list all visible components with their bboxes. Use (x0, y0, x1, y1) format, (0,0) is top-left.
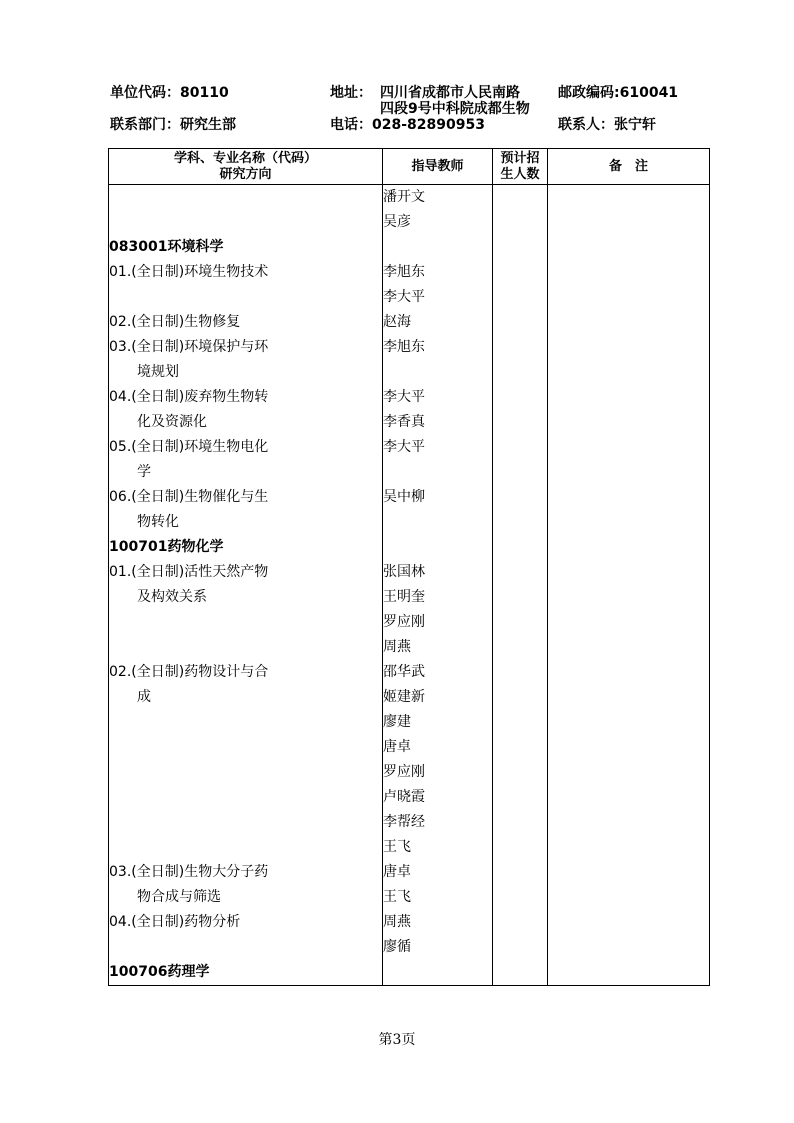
enrollment-cell (493, 810, 548, 835)
direction-cell: 境规划 (109, 360, 383, 385)
table-row (109, 285, 710, 310)
enrollment-cell (493, 410, 548, 435)
enrollment-cell (493, 710, 548, 735)
enrollment-cell (493, 835, 548, 860)
enrollment-cell (493, 460, 548, 485)
table-row (109, 410, 710, 435)
direction-cell: 成 (109, 685, 383, 710)
direction-cell: 物转化 (109, 510, 383, 535)
advisor-cell (383, 360, 493, 385)
advisor-cell: 王飞 (383, 835, 493, 860)
direction-cell: 物合成与筛选 (109, 885, 383, 910)
direction-cell: 01.(全日制)活性天然产物 (109, 560, 383, 585)
enrollment-cell (493, 335, 548, 360)
table-row (109, 360, 710, 385)
remarks-cell (548, 885, 710, 910)
advisor-cell: 赵海 (383, 310, 493, 335)
direction-cell: 05.(全日制)环境生物电化 (109, 435, 383, 460)
remarks-cell (548, 485, 710, 510)
advisor-cell: 罗应刚 (383, 610, 493, 635)
advisor-cell: 潘开文 (383, 185, 493, 211)
remarks-cell (548, 810, 710, 835)
enrollment-cell (493, 385, 548, 410)
advisor-cell (383, 535, 493, 560)
table-row (109, 785, 710, 810)
enrollment-cell (493, 260, 548, 285)
table-row (109, 335, 710, 360)
table-row (109, 210, 710, 235)
advisor-cell: 李旭东 (383, 260, 493, 285)
enrollment-cell (493, 535, 548, 560)
advisor-cell: 周燕 (383, 910, 493, 935)
direction-cell (109, 735, 383, 760)
table-row (109, 485, 710, 510)
enrollment-cell (493, 235, 548, 260)
enrollment-cell (493, 285, 548, 310)
enrollment-cell (493, 960, 548, 986)
remarks-cell (548, 735, 710, 760)
direction-cell: 03.(全日制)生物大分子药 (109, 860, 383, 885)
header-enrollment (493, 149, 548, 185)
remarks-cell (548, 410, 710, 435)
table-row (109, 185, 710, 211)
remarks-cell (548, 310, 710, 335)
remarks-cell (548, 285, 710, 310)
header-remarks: 备 注 (548, 149, 710, 185)
enrollment-cell (493, 585, 548, 610)
direction-cell: 02.(全日制)生物修复 (109, 310, 383, 335)
advisor-cell: 王飞 (383, 885, 493, 910)
remarks-cell (548, 385, 710, 410)
advisor-cell: 吴彦 (383, 210, 493, 235)
enrollment-cell (493, 935, 548, 960)
enrollment-cell (493, 860, 548, 885)
remarks-cell (548, 535, 710, 560)
enrollment-cell (493, 360, 548, 385)
table-row (109, 685, 710, 710)
advisor-cell (383, 960, 493, 986)
direction-cell: 03.(全日制)环境保护与环 (109, 335, 383, 360)
table-row (109, 710, 710, 735)
table-header-row (109, 149, 710, 185)
direction-cell: 06.(全日制)生物催化与生 (109, 485, 383, 510)
table-row (109, 310, 710, 335)
address-label: 地址： (330, 85, 372, 101)
header-enrollment-line2: 生人数 (500, 166, 540, 182)
direction-cell (109, 810, 383, 835)
table-row (109, 760, 710, 785)
advisor-cell: 李香真 (383, 410, 493, 435)
enrollment-cell (493, 910, 548, 935)
table-row (109, 385, 710, 410)
remarks-cell (548, 960, 710, 986)
table-row (109, 610, 710, 635)
remarks-cell (548, 935, 710, 960)
direction-cell (109, 760, 383, 785)
enrollment-cell (493, 435, 548, 460)
direction-cell (109, 710, 383, 735)
direction-cell: 化及资源化 (109, 410, 383, 435)
enrollment-cell (493, 185, 548, 211)
advisor-cell: 李大平 (383, 385, 493, 410)
remarks-cell (548, 560, 710, 585)
advisor-cell: 张国林 (383, 560, 493, 585)
enrollment-cell (493, 210, 548, 235)
contact-person: 联系人：张宁轩 (558, 117, 656, 133)
table-body (109, 185, 710, 986)
remarks-cell (548, 435, 710, 460)
remarks-cell (548, 835, 710, 860)
table-row (109, 560, 710, 585)
remarks-cell (548, 360, 710, 385)
advisor-cell: 李旭东 (383, 335, 493, 360)
direction-cell (109, 610, 383, 635)
remarks-cell (548, 610, 710, 635)
direction-cell: 01.(全日制)环境生物技术 (109, 260, 383, 285)
table-row (109, 635, 710, 660)
advisor-cell: 周燕 (383, 635, 493, 660)
table-row (109, 860, 710, 885)
advisor-cell: 廖循 (383, 935, 493, 960)
remarks-cell (548, 760, 710, 785)
advisor-cell: 廖建 (383, 710, 493, 735)
advisor-cell: 邵华武 (383, 660, 493, 685)
direction-cell (109, 635, 383, 660)
advisor-cell (383, 510, 493, 535)
header-enrollment-line1: 预计招 (500, 150, 540, 166)
advisor-cell: 李帮经 (383, 810, 493, 835)
direction-cell: 04.(全日制)废弃物生物转 (109, 385, 383, 410)
enrollment-cell (493, 310, 548, 335)
direction-cell: 及构效关系 (109, 585, 383, 610)
advisor-cell: 姬建新 (383, 685, 493, 710)
advisor-cell: 李大平 (383, 285, 493, 310)
postal-code: 邮政编码:610041 (558, 85, 679, 101)
table-row (109, 460, 710, 485)
enrollment-cell (493, 560, 548, 585)
advisor-cell (383, 460, 493, 485)
direction-cell: 02.(全日制)药物设计与合 (109, 660, 383, 685)
remarks-cell (548, 460, 710, 485)
unit-code: 单位代码：80110 (110, 85, 229, 101)
table-row (109, 810, 710, 835)
direction-cell (109, 935, 383, 960)
page-number: 第3页 (378, 1032, 416, 1048)
direction-cell: 04.(全日制)药物分析 (109, 910, 383, 935)
header-advisor: 指导教师 (383, 149, 493, 185)
address-line1: 四川省成都市人民南路 (380, 85, 520, 101)
table-row (109, 235, 710, 260)
phone-number: 电话：028-82890953 (330, 117, 485, 133)
remarks-cell (548, 185, 710, 211)
table-row (109, 510, 710, 535)
remarks-cell (548, 710, 710, 735)
table-row (109, 660, 710, 685)
enrollment-cell (493, 610, 548, 635)
remarks-cell (548, 335, 710, 360)
enrollment-cell (493, 735, 548, 760)
remarks-cell (548, 235, 710, 260)
advisor-cell: 王明奎 (383, 585, 493, 610)
direction-cell (109, 835, 383, 860)
direction-cell (109, 785, 383, 810)
table-row (109, 535, 710, 560)
remarks-cell (548, 635, 710, 660)
enrollment-cell (493, 485, 548, 510)
table-row (109, 435, 710, 460)
remarks-cell (548, 660, 710, 685)
enrollment-cell (493, 760, 548, 785)
direction-cell (109, 285, 383, 310)
enrollment-cell (493, 635, 548, 660)
table-row (109, 910, 710, 935)
table-row (109, 935, 710, 960)
enrollment-cell (493, 660, 548, 685)
table-row (109, 585, 710, 610)
table-row (109, 835, 710, 860)
remarks-cell (548, 510, 710, 535)
remarks-cell (548, 260, 710, 285)
advisor-cell: 卢晓霞 (383, 785, 493, 810)
remarks-cell (548, 785, 710, 810)
major-name-cell: 083001环境科学 (109, 235, 383, 260)
header-discipline (109, 149, 383, 185)
advisor-cell: 唐卓 (383, 860, 493, 885)
advisor-cell: 李大平 (383, 435, 493, 460)
enrollment-cell (493, 885, 548, 910)
enrollment-table (108, 148, 710, 986)
remarks-cell (548, 585, 710, 610)
direction-cell (109, 185, 383, 211)
major-name-cell: 100706药理学 (109, 960, 383, 986)
enrollment-cell (493, 685, 548, 710)
advisor-cell: 罗应刚 (383, 760, 493, 785)
header-discipline-line1: 学科、专业名称（代码） (173, 150, 317, 166)
contact-department: 联系部门：研究生部 (110, 117, 236, 133)
enrollment-cell (493, 785, 548, 810)
major-name-cell: 100701药物化学 (109, 535, 383, 560)
advisor-cell (383, 235, 493, 260)
address-line2: 四段9号中科院成都生物 (380, 101, 530, 117)
table-row (109, 735, 710, 760)
advisor-cell: 吴中柳 (383, 485, 493, 510)
direction-cell: 学 (109, 460, 383, 485)
remarks-cell (548, 910, 710, 935)
advisor-cell: 唐卓 (383, 735, 493, 760)
table-row (109, 260, 710, 285)
remarks-cell (548, 685, 710, 710)
remarks-cell (548, 860, 710, 885)
table-row (109, 885, 710, 910)
remarks-cell (548, 210, 710, 235)
direction-cell (109, 210, 383, 235)
table-row (109, 960, 710, 986)
header-discipline-line2: 研究方向 (219, 166, 272, 182)
enrollment-cell (493, 510, 548, 535)
